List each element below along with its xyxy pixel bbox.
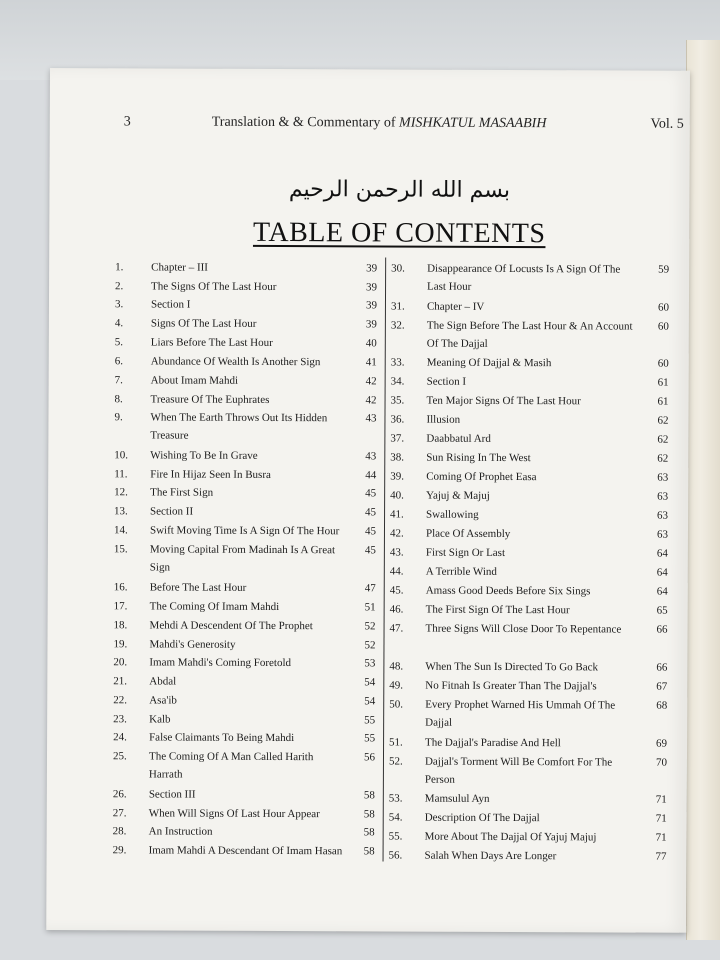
entry-title: Disappearance Of Locusts Is A Sign Of The Last Hour xyxy=(427,262,621,293)
toc-entry xyxy=(115,258,378,275)
entry-page: 55 xyxy=(364,732,376,745)
entry-title: The First Sign xyxy=(150,486,214,499)
entry-title: Swallowing xyxy=(426,508,479,521)
entry-number: 32. xyxy=(390,319,405,332)
entry-number: 51. xyxy=(389,736,403,749)
entry-number: 2. xyxy=(115,280,124,293)
entry-page: 43 xyxy=(365,450,377,463)
entry-title: Sun Rising In The West xyxy=(426,451,531,465)
entry-title: False Claimants To Being Mahdi xyxy=(149,731,295,745)
entry-number: 15. xyxy=(113,543,128,556)
entry-title: Kalb xyxy=(149,713,171,726)
entry-page: 63 xyxy=(657,471,669,484)
entry-page: 58 xyxy=(363,845,375,858)
entry-number: 14. xyxy=(113,524,128,537)
entry-page: 54 xyxy=(364,676,376,689)
toc-entry xyxy=(390,410,675,427)
entry-number: 49. xyxy=(389,679,404,692)
toc-entry xyxy=(388,827,673,844)
bismillah-calligraphy: بسم الله الرحمن الرحيم xyxy=(288,177,511,204)
toc-entry xyxy=(388,808,673,825)
entry-page: 39 xyxy=(366,281,378,294)
entry-number: 9. xyxy=(114,411,123,424)
toc-entry xyxy=(112,841,375,858)
entry-title: Wishing To Be In Grave xyxy=(150,449,258,462)
entry-page: 62 xyxy=(657,452,669,465)
entry-page: 58 xyxy=(363,789,375,802)
entry-number: 11. xyxy=(114,468,128,481)
entry-number: 38. xyxy=(390,451,405,464)
entry-title: An Instruction xyxy=(148,825,213,838)
entry-number: 42. xyxy=(389,527,404,540)
entry-number: 25. xyxy=(112,750,127,763)
entry-number: 46. xyxy=(389,603,404,616)
entry-page: 69 xyxy=(656,737,668,750)
entry-title: Signs Of The Last Hour xyxy=(150,317,257,330)
entry-title: No Fitnah Is Greater Than The Dajjal's xyxy=(425,679,597,693)
entry-title: Chapter – III xyxy=(151,261,208,274)
toc-entry xyxy=(114,502,377,519)
entry-number: 29. xyxy=(112,844,127,857)
entry-page: 39 xyxy=(366,262,378,275)
entry-number: 20. xyxy=(113,656,128,669)
volume-label: Vol. 5 xyxy=(650,116,684,132)
entry-title: Moving Capital From Madinah Is A Great Sign xyxy=(149,543,336,574)
toc-entry xyxy=(389,619,674,636)
entry-title: Chapter – IV xyxy=(426,300,485,313)
entry-title: First Sign Or Last xyxy=(425,546,506,559)
entry-number: 7. xyxy=(114,374,123,387)
entry-page: 59 xyxy=(658,263,670,276)
entry-page: 39 xyxy=(365,299,377,312)
entry-title: The First Sign Of The Last Hour xyxy=(425,603,570,617)
toc-entry xyxy=(389,695,673,729)
entry-number: 56. xyxy=(388,849,403,862)
entry-number: 27. xyxy=(112,807,127,820)
toc-entry xyxy=(390,467,674,484)
entry-title: Illusion xyxy=(426,413,461,426)
toc-left-column xyxy=(112,258,378,858)
entry-title: Section I xyxy=(150,298,191,311)
entry-page: 58 xyxy=(363,808,375,821)
toc-entry xyxy=(390,372,675,389)
entry-title: Section II xyxy=(150,505,194,518)
entry-title: The Coming Of A Man Called Harith Harrath xyxy=(148,750,314,781)
entry-title: About Imam Mahdi xyxy=(150,374,239,387)
toc-entry xyxy=(113,691,376,708)
entry-number: 53. xyxy=(388,792,403,805)
toc-entry xyxy=(114,295,377,312)
entry-number: 36. xyxy=(390,413,405,426)
entry-number: 19. xyxy=(113,638,128,651)
entry-page: 55 xyxy=(364,714,376,727)
entry-number: 1. xyxy=(115,261,124,274)
entry-page: 41 xyxy=(365,356,377,369)
toc-entry xyxy=(390,316,675,350)
toc-right-column xyxy=(388,259,675,863)
toc-entry xyxy=(389,581,674,598)
toc-entry xyxy=(112,822,375,839)
entry-page: 53 xyxy=(364,657,376,670)
entry-number: 21. xyxy=(113,675,128,688)
entry-title: The Dajjal's Paradise And Hell xyxy=(425,736,561,750)
toc-entry xyxy=(388,789,673,806)
entry-number: 47. xyxy=(389,622,404,635)
entry-page: 65 xyxy=(656,604,668,617)
entry-number: 54. xyxy=(388,811,403,824)
entry-title: Every Prophet Warned His Ummah Of The Dajjal xyxy=(425,698,616,729)
entry-number: 13. xyxy=(114,505,128,518)
entry-number: 26. xyxy=(112,788,127,801)
entry-number: 52. xyxy=(388,755,403,768)
entry-title: Yajuj & Majuj xyxy=(426,489,490,502)
toc-entry xyxy=(388,846,673,863)
entry-page: 51 xyxy=(364,601,376,614)
title-book: MISHKATUL MASAABIH xyxy=(399,115,547,132)
entry-number: 40. xyxy=(390,489,404,502)
toc-entry xyxy=(112,785,375,802)
toc-entry xyxy=(390,391,675,408)
entry-number: 12. xyxy=(114,486,128,499)
table-of-contents xyxy=(112,258,675,920)
entry-page: 70 xyxy=(655,756,668,769)
entry-number: 44. xyxy=(389,565,404,578)
entry-title: Abdal xyxy=(149,675,177,688)
entry-number: 16. xyxy=(113,581,128,594)
entry-page: 45 xyxy=(364,544,376,557)
entry-title: Mahdi's Generosity xyxy=(149,638,236,651)
toc-entry xyxy=(114,352,377,369)
toc-entry xyxy=(390,448,674,465)
entry-number: 6. xyxy=(114,355,123,368)
running-head xyxy=(124,114,692,138)
entry-number: 24. xyxy=(113,731,127,744)
toc-entry xyxy=(115,277,378,294)
entry-page: 58 xyxy=(363,826,375,839)
entry-page: 77 xyxy=(655,850,667,863)
entry-number: 37. xyxy=(390,432,405,445)
toc-entry xyxy=(113,521,377,538)
toc-entry xyxy=(113,728,376,745)
toc-entry xyxy=(389,600,674,617)
entry-number: 34. xyxy=(390,375,405,388)
toc-entry xyxy=(390,486,674,503)
entry-number: 23. xyxy=(113,713,127,726)
page-number: 3 xyxy=(123,114,131,130)
toc-entry xyxy=(114,465,377,482)
toc-entry xyxy=(390,429,674,446)
toc-entry xyxy=(114,371,377,388)
entry-page: 47 xyxy=(364,582,376,595)
entry-number: 30. xyxy=(391,262,405,275)
toc-entry xyxy=(114,446,377,463)
entry-page: 61 xyxy=(657,395,669,408)
entry-page: 61 xyxy=(657,376,669,389)
entry-page: 39 xyxy=(365,318,377,331)
toc-entry xyxy=(113,540,376,574)
entry-page: 71 xyxy=(655,793,667,806)
entry-number: 18. xyxy=(113,619,128,632)
toc-entry xyxy=(113,653,376,670)
entry-page: 64 xyxy=(656,566,668,579)
entry-title: The Signs Of The Last Hour xyxy=(151,280,277,293)
entry-page: 68 xyxy=(656,699,668,712)
toc-entry xyxy=(113,578,376,595)
entry-title: When The Earth Throws Out Its Hidden Treasure xyxy=(150,411,328,442)
entry-number: 50. xyxy=(389,698,404,711)
toc-entry xyxy=(113,710,376,727)
toc-entry xyxy=(390,353,675,370)
toc-entry xyxy=(112,804,375,821)
entry-title: Amass Good Deeds Before Six Sings xyxy=(425,584,591,598)
entry-title: Section I xyxy=(426,375,467,388)
entry-page: 63 xyxy=(657,490,669,503)
toc-entry xyxy=(389,524,674,541)
entry-title: When The Sun Is Directed To Go Back xyxy=(425,660,599,674)
entry-page: 62 xyxy=(657,414,669,427)
entry-page: 42 xyxy=(365,375,377,388)
entry-number: 33. xyxy=(390,356,405,369)
entry-number: 17. xyxy=(113,600,128,613)
entry-page: 67 xyxy=(656,680,668,693)
toc-entry xyxy=(113,672,376,689)
toc-entry xyxy=(389,562,674,579)
toc-entry xyxy=(389,657,673,674)
entry-page: 64 xyxy=(656,547,668,560)
toc-entry xyxy=(113,597,376,614)
entry-page: 71 xyxy=(655,812,667,825)
toc-entry xyxy=(113,616,376,633)
toc-entry xyxy=(389,733,673,750)
column-divider xyxy=(383,257,387,861)
entry-title: Mamsulul Ayn xyxy=(424,792,490,805)
entry-page: 45 xyxy=(364,525,377,538)
entry-title: Fire In Hijaz Seen In Busra xyxy=(150,468,271,481)
entry-title: Description Of The Dajjal xyxy=(424,811,540,825)
entry-title: Treasure Of The Euphrates xyxy=(150,393,270,406)
entry-number: 31. xyxy=(390,300,405,313)
entry-page: 60 xyxy=(657,357,669,370)
entry-page: 64 xyxy=(656,585,668,598)
entry-title: The Coming Of Imam Mahdi xyxy=(149,600,280,614)
entry-number: 10. xyxy=(114,449,129,462)
book-title xyxy=(212,115,547,132)
entry-title: Before The Last Hour xyxy=(149,581,247,594)
entry-title: Swift Moving Time Is A Sign Of The Hour xyxy=(149,524,340,538)
title-prefix: Translation & & Commentary of xyxy=(211,114,396,131)
entry-title: Asa'ib xyxy=(149,694,177,707)
entry-number: 48. xyxy=(389,660,404,673)
toc-entry xyxy=(114,333,377,350)
toc-title: TABLE OF CONTENTS xyxy=(252,216,546,250)
toc-entry xyxy=(113,635,376,652)
entry-number: 22. xyxy=(113,694,128,707)
entry-number: 35. xyxy=(390,394,405,407)
entry-title: Coming Of Prophet Easa xyxy=(426,470,537,484)
entry-title: Abundance Of Wealth Is Another Sign xyxy=(150,355,321,369)
entry-title: Ten Major Signs Of The Last Hour xyxy=(426,394,581,408)
entry-page: 71 xyxy=(655,831,667,844)
entry-page: 56 xyxy=(363,751,376,764)
toc-entry xyxy=(390,505,674,522)
entry-page: 52 xyxy=(364,639,376,652)
entry-page: 66 xyxy=(656,661,668,674)
entry-number: 5. xyxy=(114,336,124,349)
entry-title: The Sign Before The Last Hour & An Account Of The Dajjal xyxy=(426,319,633,350)
entry-title: Section III xyxy=(148,788,196,801)
entry-number: 4. xyxy=(114,317,124,330)
entry-title: Meaning Of Dajjal & Masih xyxy=(426,356,552,370)
book-page xyxy=(46,68,690,933)
toc-entry xyxy=(389,676,673,693)
entry-number: 39. xyxy=(390,470,404,483)
toc-entry xyxy=(389,543,674,560)
entry-number: 8. xyxy=(114,393,123,406)
entry-page: 62 xyxy=(657,433,669,446)
toc-entry xyxy=(114,483,377,500)
toc-entry xyxy=(388,752,673,786)
entry-title: More About The Dajjal Of Yajuj Majuj xyxy=(424,830,597,844)
entry-page: 63 xyxy=(657,509,669,522)
toc-entry xyxy=(112,747,376,781)
entry-page: 52 xyxy=(364,620,376,633)
entry-number: 55. xyxy=(388,830,403,843)
entry-page: 40 xyxy=(365,337,377,350)
entry-title: Mehdi A Descendent Of The Prophet xyxy=(149,619,313,633)
entry-title: A Terrible Wind xyxy=(425,565,497,578)
entry-title: Liars Before The Last Hour xyxy=(150,336,273,349)
entry-title: Place Of Assembly xyxy=(425,527,511,541)
entry-page: 60 xyxy=(657,320,669,333)
entry-title: Imam Mahdi A Descendant Of Imam Hasan xyxy=(148,844,343,858)
entry-page: 44 xyxy=(365,469,377,482)
entry-page: 66 xyxy=(656,623,668,636)
entry-number: 3. xyxy=(114,298,124,311)
toc-entry xyxy=(114,390,377,407)
entry-title: Imam Mahdi's Coming Foretold xyxy=(149,656,292,670)
entry-page: 43 xyxy=(365,412,377,425)
page-edge xyxy=(686,40,720,940)
entry-page: 45 xyxy=(365,487,377,500)
entry-page: 60 xyxy=(657,301,669,314)
entry-number: 43. xyxy=(389,546,404,559)
entry-title: When Will Signs Of Last Hour Appear xyxy=(148,807,320,821)
entry-number: 41. xyxy=(390,508,404,521)
toc-entry xyxy=(114,408,377,442)
entry-title: Salah When Days Are Longer xyxy=(424,849,557,863)
entry-number: 28. xyxy=(112,825,127,838)
entry-title: Three Signs Will Close Door To Repentance xyxy=(425,622,622,636)
entry-page: 63 xyxy=(656,528,668,541)
entry-page: 54 xyxy=(364,695,376,708)
entry-title: Dajjal's Torment Will Be Comfort For The Person xyxy=(424,755,613,786)
entry-page: 42 xyxy=(365,394,377,407)
entry-title: Daabbatul Ard xyxy=(426,432,491,445)
toc-entry xyxy=(114,314,377,331)
entry-number: 45. xyxy=(389,584,404,597)
toc-entry xyxy=(390,297,675,314)
toc-entry xyxy=(391,259,675,293)
entry-page: 45 xyxy=(365,506,377,519)
